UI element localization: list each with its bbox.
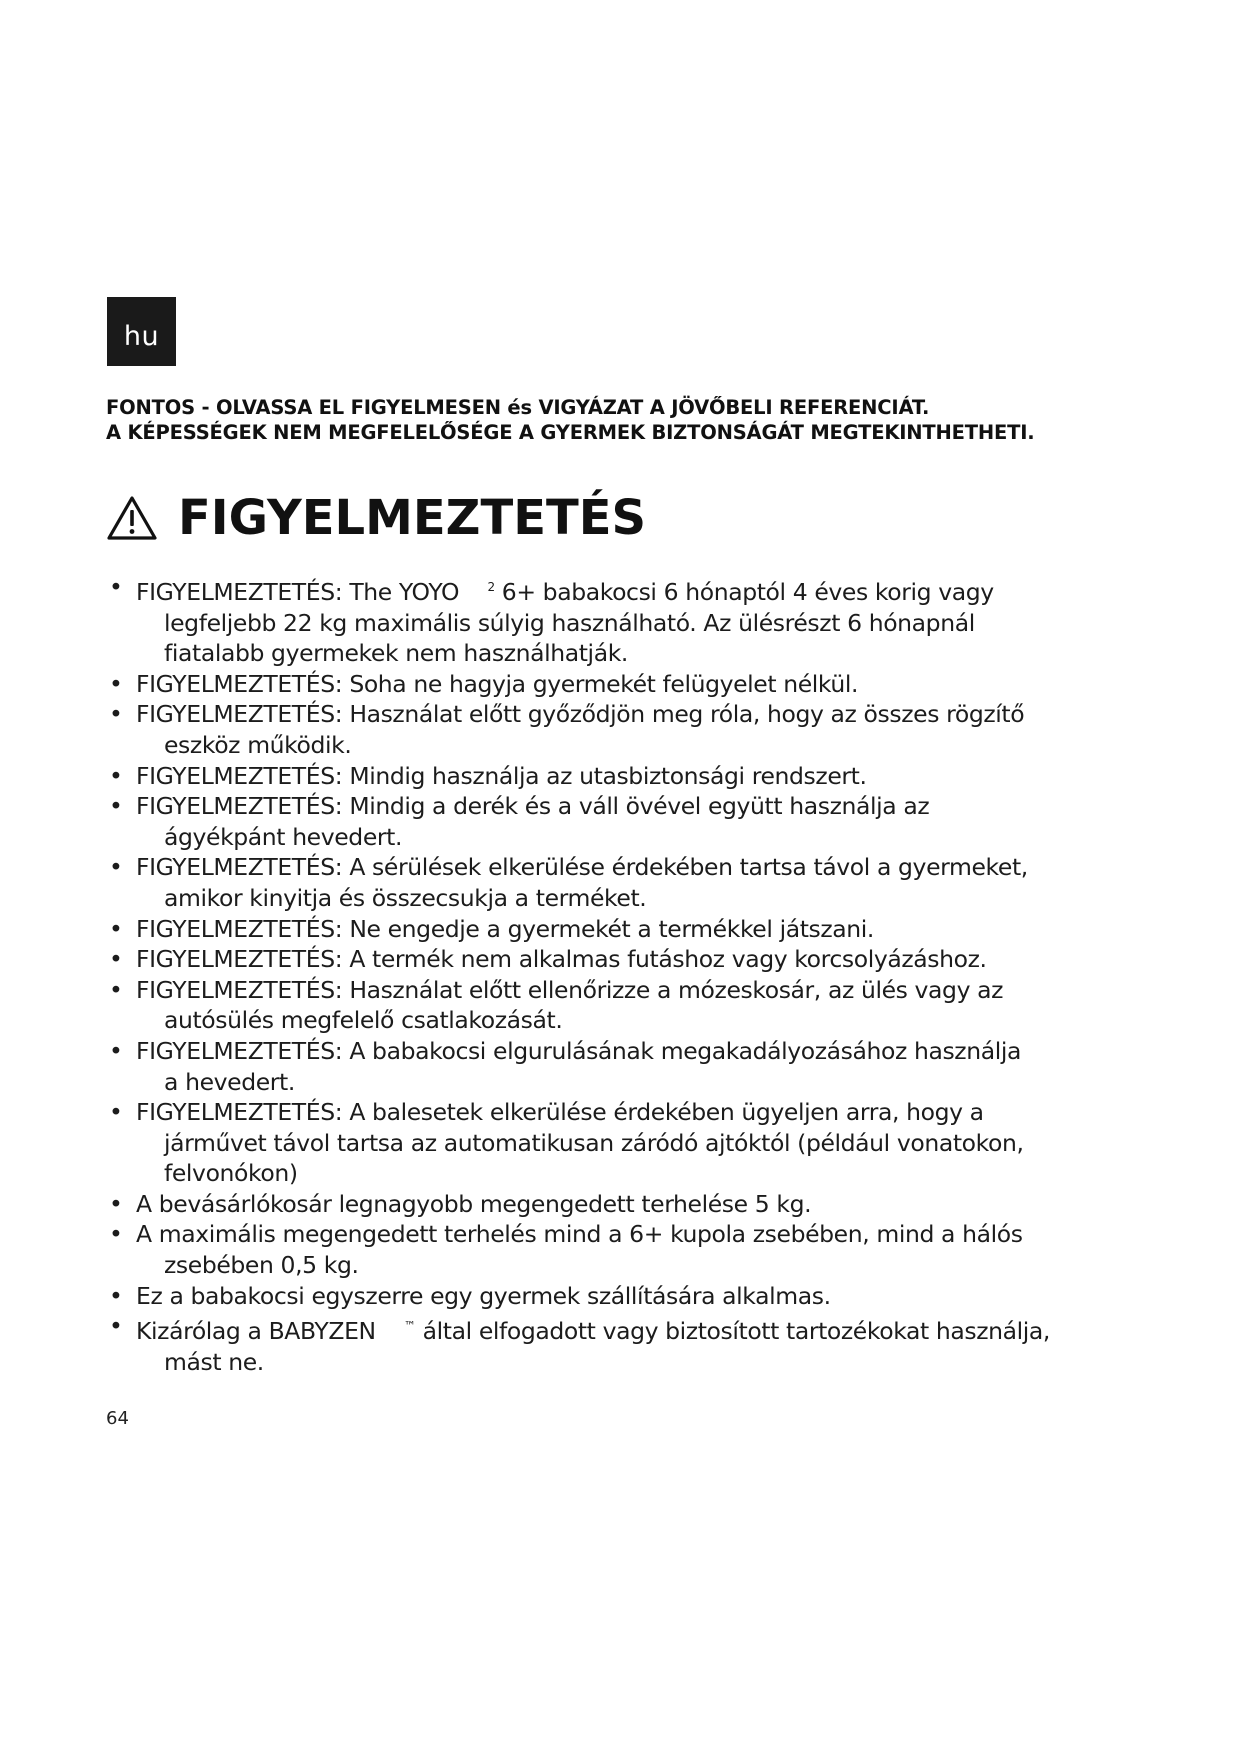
list-item: • FIGYELMEZTETÉS: Soha ne hagyja gyermekét felügyelet nélkül. [106, 669, 1166, 700]
important-notice [106, 395, 1156, 445]
list-item: • FIGYELMEZTETÉS: A sérülések elkerülése érdekében tartsa távol a gyermeket, amikor kinyitja és összecsukja a terméket. [106, 852, 1166, 913]
list-item: • FIGYELMEZTETÉS: Mindig használja az utasbiztonsági rendszert. [106, 761, 1166, 792]
page-number: 64 [106, 1408, 129, 1429]
warning-triangle-icon [106, 495, 158, 541]
warning-title: FIGYELMEZTETÉS [178, 490, 647, 546]
list-item: • FIGYELMEZTETÉS: Mindig a derék és a váll övével együtt használja az ágyékpánt hevedert. [106, 791, 1166, 852]
warning-heading [106, 488, 646, 548]
list-item: • FIGYELMEZTETÉS: A termék nem alkalmas futáshoz vagy korcsolyázáshoz. [106, 944, 1166, 975]
list-item: • A bevásárlókosár legnagyobb megengedett terhelése 5 kg. [106, 1189, 1166, 1220]
list-item: • FIGYELMEZTETÉS: Ne engedje a gyermekét a termékkel játszani. [106, 914, 1166, 945]
list-item: • Ez a babakocsi egyszerre egy gyermek szállítására alkalmas. [106, 1281, 1166, 1312]
list-item: • Kizárólag a BABYZEN ™ által elfogadott vagy biztosított tartozékokat használja, mást ne. [106, 1311, 1166, 1377]
notice-line-1: FONTOS - OLVASSA EL FIGYELMESEN és VIGYÁZAT A JÖVŐBELI REFERENCIÁT. [106, 396, 930, 419]
language-badge: hu [107, 297, 176, 366]
list-item: • FIGYELMEZTETÉS: A babakocsi elgurulásának megakadályozásához használja a hevedert. [106, 1036, 1166, 1097]
list-item: • FIGYELMEZTETÉS: The YOYO $^2$ 6+ babakocsi 6 hónaptól 4 éves korig vagy legfeljebb 22 kg maximális súlyig használható. Az ülésrészt 6 hónapnál fiatalabb gyermekek nem használhatják. [106, 572, 1166, 669]
list-item: • FIGYELMEZTETÉS: Használat előtt győződjön meg róla, hogy az összes rögzítő eszköz működik. [106, 699, 1166, 760]
notice-line-2: A KÉPESSÉGEK NEM MEGFELELŐSÉGE A GYERMEK BIZTONSÁGÁT MEGTEKINTHETHETI. [106, 421, 1035, 444]
list-item: • A maximális megengedett terhelés mind a 6+ kupola zsebében, mind a hálós zsebében 0,5 kg. [106, 1219, 1166, 1280]
warning-list [106, 572, 1166, 1377]
list-item: • FIGYELMEZTETÉS: Használat előtt ellenőrizze a mózeskosár, az ülés vagy az autósülés megfelelő csatlakozását. [106, 975, 1166, 1036]
list-item: • FIGYELMEZTETÉS: A balesetek elkerülése érdekében ügyeljen arra, hogy a járművet távol tartsa az automatikusan záródó ajtóktól (például vonatokon, felvonókon) [106, 1097, 1166, 1189]
